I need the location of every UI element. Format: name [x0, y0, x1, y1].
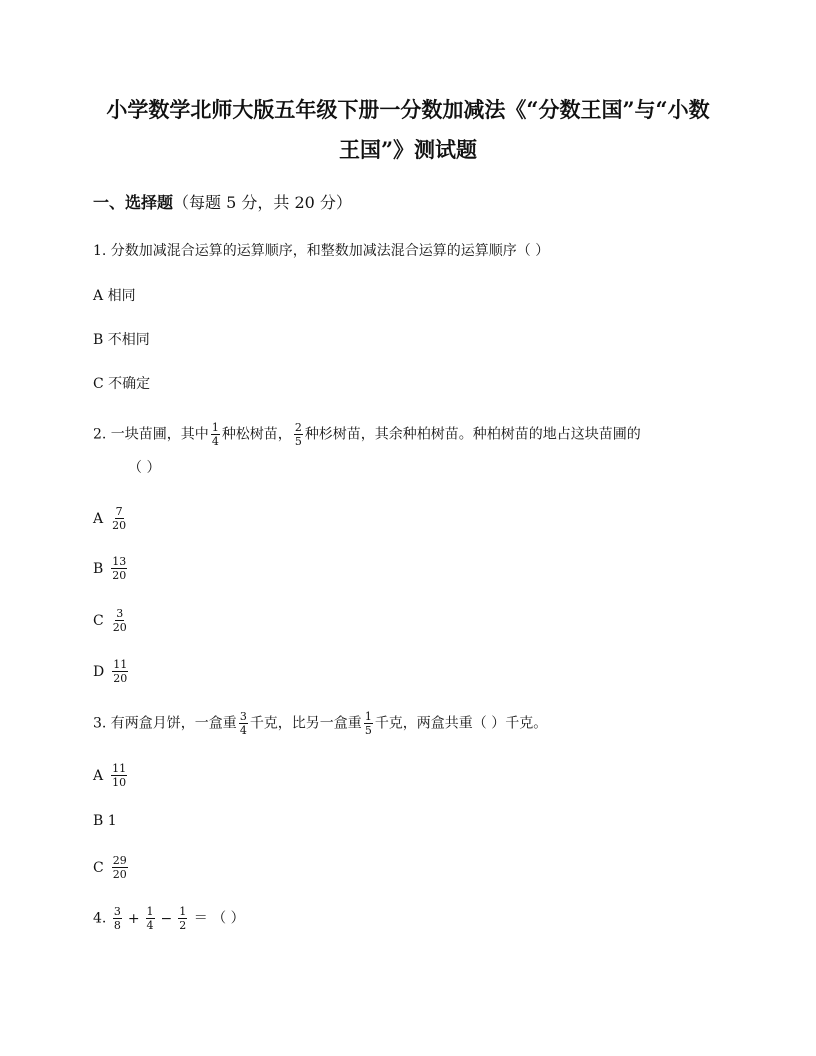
- option-text: 不相同: [107, 332, 150, 348]
- denominator: 20: [112, 621, 127, 634]
- option-fraction: [112, 659, 128, 684]
- section-title: 一、选择题: [93, 193, 174, 212]
- numerator: 3: [113, 905, 121, 918]
- denominator: 5: [294, 435, 302, 448]
- plus-operator: +: [127, 910, 140, 927]
- q1-option-a: [93, 286, 136, 306]
- q2-text-pre: 2. 一块苗圃，其中: [93, 426, 209, 443]
- option-label: C: [93, 376, 104, 392]
- q3-text-mid2: 千克，两盒共重（ ）千克。: [374, 715, 548, 732]
- q4-fraction-2: [146, 906, 155, 931]
- option-label: B: [93, 332, 104, 348]
- option-label: D: [93, 663, 105, 680]
- q2-text-mid1: 种松树苗，: [221, 426, 292, 443]
- denominator: 20: [112, 868, 127, 881]
- option-fraction: [112, 855, 128, 880]
- q2-option-c: [93, 608, 130, 633]
- numerator: 1: [211, 421, 219, 434]
- q1-option-b: [93, 330, 150, 350]
- q2-text-mid2: 种杉树苗，其余种柏树苗。种柏树苗的地占这块苗圃的: [304, 426, 641, 443]
- q1-option-c: [93, 374, 150, 394]
- option-label: C: [93, 612, 104, 629]
- question-3: [93, 711, 547, 736]
- section-note: （每题 5 分，共 20 分）: [173, 193, 352, 212]
- q3-text-mid1: 千克，比另一盒重: [249, 715, 362, 732]
- section-heading: [93, 192, 352, 214]
- q4-number: 4.: [93, 910, 107, 927]
- numerator: 11: [113, 658, 128, 671]
- minus-operator: −: [160, 910, 173, 927]
- q2-fraction-2: [294, 422, 303, 447]
- q3-fraction-2: [364, 711, 373, 736]
- q2-fraction-1: [211, 422, 220, 447]
- doc-title-line2: 王国”》测试题: [338, 137, 478, 162]
- q3-fraction-1: [239, 711, 248, 736]
- option-text: 1: [107, 813, 117, 829]
- denominator: 4: [239, 724, 247, 737]
- option-fraction: [111, 556, 127, 581]
- option-label: A: [93, 510, 104, 527]
- doc-title-line1: 小学数学北师大版五年级下册一分数加减法《“分数王国”与“小数: [106, 97, 710, 122]
- denominator: 4: [211, 435, 219, 448]
- denominator: 2: [179, 919, 187, 932]
- q2-option-b: [93, 556, 129, 581]
- denominator: 5: [364, 724, 372, 737]
- numerator: 13: [112, 555, 127, 568]
- numerator: 3: [116, 607, 124, 620]
- q3-text-pre: 3. 有两盒月饼，一盒重: [93, 715, 237, 732]
- denominator: 4: [146, 919, 154, 932]
- numerator: 1: [146, 905, 154, 918]
- q3-option-b: [93, 811, 117, 831]
- numerator: 29: [112, 854, 127, 867]
- numerator: 3: [239, 710, 247, 723]
- q2-answer-blank: （ ）: [128, 460, 161, 476]
- q2-option-d: [93, 659, 130, 684]
- q2-option-a: [93, 506, 129, 531]
- question-1: 1. 分数加减混合运算的运算顺序，和整数加减法混合运算的运算顺序（ ）: [93, 243, 550, 259]
- question-2: [93, 422, 641, 447]
- option-text: 相同: [107, 288, 136, 304]
- denominator: 20: [112, 569, 127, 582]
- numerator: 11: [112, 762, 127, 775]
- denominator: 20: [112, 519, 127, 532]
- q3-option-c: [93, 855, 130, 880]
- denominator: 20: [113, 672, 128, 685]
- q4-answer-blank: ＝ （ ）: [193, 910, 245, 927]
- option-fraction: [112, 608, 128, 633]
- q4-fraction-1: [113, 906, 122, 931]
- option-label: B: [93, 560, 104, 577]
- question-4: [93, 906, 245, 931]
- denominator: 10: [112, 776, 127, 789]
- q4-fraction-3: [178, 906, 187, 931]
- option-label: C: [93, 859, 104, 876]
- numerator: 2: [294, 421, 302, 434]
- numerator: 1: [179, 905, 187, 918]
- option-text: 不确定: [108, 376, 151, 392]
- denominator: 8: [113, 919, 121, 932]
- option-fraction: [111, 763, 127, 788]
- numerator: 1: [364, 710, 372, 723]
- option-fraction: [111, 506, 127, 531]
- numerator: 7: [115, 505, 123, 518]
- q3-option-a: [93, 763, 129, 788]
- option-label: A: [93, 288, 104, 304]
- option-label: A: [93, 767, 104, 784]
- option-label: B: [93, 813, 104, 829]
